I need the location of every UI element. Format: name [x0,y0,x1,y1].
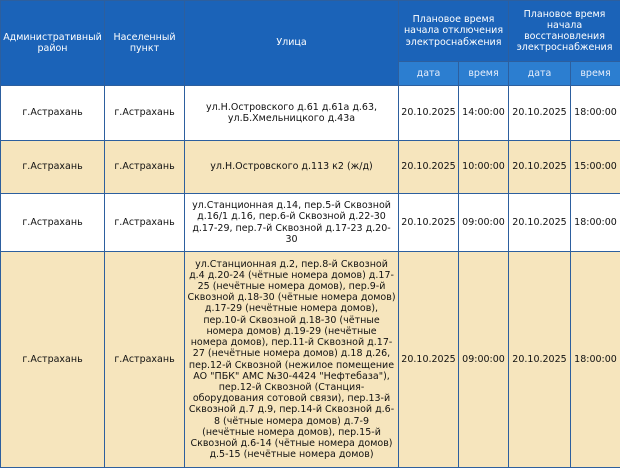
table-row [1,252,620,468]
header-district: Административный район [1,1,105,86]
header-locality: Населенный пункт [105,1,185,86]
on-time-cell: 18:00:00 [571,252,620,468]
off-time-cell: 09:00:00 [459,194,509,252]
on-time-cell: 15:00:00 [571,141,620,194]
off-time-cell: 14:00:00 [459,86,509,141]
on-date-cell: 20.10.2025 [509,252,571,468]
off-time-cell: 09:00:00 [459,252,509,468]
district-cell: г.Астрахань [1,86,105,141]
on-time-cell: 18:00:00 [571,86,620,141]
district-cell: г.Астрахань [1,252,105,468]
street-cell: ул.Н.Островского д.61 д.61а д.63, ул.Б.Хмельницкого д.43а [185,86,399,141]
street-cell: ул.Станционная д.2, пер.8-й Сквозной д.4 д.20-24 (чётные номера домов) д.17-25 (нечётные номера домов), пер.9-й Сквозной д.18-30 (чётные номера домов) д.17-29 (нечётные номера домов), пер.10-й Сквозной д.18-30 (чётные номера домов) д.19-29 (нечётные номера домов), пер.11-й Сквозной д.17-27 (нечётные номера домов) д.18 д.26, пер.12-й Сквозной (нежилое помещение АО "ПБК" АМС №30-4424 "Нефтебаза"), пер.12-й Сквозной (Станция-оборудования сотовой связи), пер.13-й Сквозной д.7 д.9, пер.14-й Сквозной д.6-8 (чётные номера домов) д.7-9 (нечётные номера домов), пер.15-й Сквозной д.6-14 (чётные номера домов) д.5-15 (нечётные номера домов) [185,252,399,468]
header-street: Улица [185,1,399,86]
street-cell: ул.Станционная д.14, пер.5-й Сквозной д.16/1 д.16, пер.6-й Сквозной д.22-30 д.17-29, пер.7-й Сквозной д.17-23 д.20-30 [185,194,399,252]
on-date-cell: 20.10.2025 [509,141,571,194]
off-date-cell: 20.10.2025 [399,141,459,194]
locality-cell: г.Астрахань [105,86,185,141]
locality-cell: г.Астрахань [105,194,185,252]
header-row [1,1,620,62]
street-cell: ул.Н.Островского д.113 к2 (ж/д) [185,141,399,194]
subheader-on-date: дата [509,62,571,86]
locality-cell: г.Астрахань [105,141,185,194]
locality-cell: г.Астрахань [105,252,185,468]
off-date-cell: 20.10.2025 [399,252,459,468]
district-cell: г.Астрахань [1,194,105,252]
header-off-time: Плановое время начала отключения электроснабжения [399,1,509,62]
subheader-off-time: время [459,62,509,86]
district-cell: г.Астрахань [1,141,105,194]
table-row [1,141,620,194]
on-date-cell: 20.10.2025 [509,86,571,141]
on-date-cell: 20.10.2025 [509,194,571,252]
header-on-time: Плановое время начала восстановления электроснабжения [509,1,620,62]
subheader-off-date: дата [399,62,459,86]
subheader-on-time: время [571,62,620,86]
on-time-cell: 18:00:00 [571,194,620,252]
table-row [1,194,620,252]
off-time-cell: 10:00:00 [459,141,509,194]
off-date-cell: 20.10.2025 [399,86,459,141]
table-row [1,86,620,141]
off-date-cell: 20.10.2025 [399,194,459,252]
